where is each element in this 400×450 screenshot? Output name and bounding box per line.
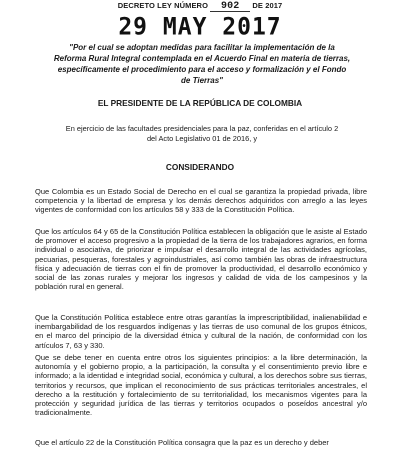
decree-number-line [0, 1, 400, 12]
legal-basis: En ejercicio de las facultades presidenciales para la paz, conferidas en el artículo 2 del Acto Legislativo 01 de 2016, y [65, 124, 339, 143]
issuing-authority: EL PRESIDENTE DE LA REPÚBLICA DE COLOMBIA [97, 98, 303, 108]
considering-heading: CONSIDERANDO [165, 162, 235, 172]
considering-paragraph: Que los artículos 64 y 65 de la Constitución Política establecen la obligación que le asiste al Estado de promover el acceso progresivo a la propiedad de la tierra de los trabajadores agrarios, en forma individual o asociativa, de priorizar e impulsar el desarrollo integral de las actividades agrícolas, pecuarias, pesqueras, forestales y agroindustriales, así como también las obras de infraestructura física y adecuación de tierras con el fin de promover la productividad, el desarrollo económico y social de las zonas rurales y mejorar los ingresos y calidad de vida de los campesinos y la población rural en general. [35, 227, 367, 292]
considering-paragraph: Que la Constitución Política establece entre otras garantías la imprescriptibilidad, inalienabilidad e inembargabilidad de los resguardos indígenas y las tierras de uso comunal de los grupos étnicos, en el marco del principio de la diversidad étnica y cultural de la nación, de conformidad con los artículos 7, 63 y 330. [35, 313, 367, 350]
considering-paragraph: Que se debe tener en cuenta entre otros los siguientes principios: a la libre determinación, la autonomía y el gobierno propio, a la participación, la consulta y el consentimiento previo libre e informado; a la identidad e integridad social, económica y cultural, a los derechos sobre sus tierras, territorios y recursos, que implican el reconocimiento de sus prácticas territoriales ancestrales, el derecho a la restitución y fortalecimiento de su territorialidad, los mecanismos vigentes para la protección y seguridad jurídica de las tierras y territorios ocupados o poseídos ancestral y/o tradicionalmente. [35, 353, 367, 418]
decree-year: DE 2017 [252, 1, 283, 10]
date-stamp: 29 MAY 2017 [118, 13, 282, 41]
considering-paragraph: Que Colombia es un Estado Social de Derecho en el cual se garantiza la propiedad privada, libre competencia y la libertad de empresa y los demás derechos adquiridos con arreglo a las leyes vigentes de conformidad con los artículos 58 y 333 de la Constitución Política. [35, 187, 367, 215]
considering-paragraph: Que el artículo 22 de la Constitución Política consagra que la paz es un derecho y deber [35, 438, 329, 447]
decree-number: 902 [210, 3, 250, 12]
decree-prefix: DECRETO LEY NÚMERO [117, 1, 209, 10]
decree-subject: "Por el cual se adoptan medidas para facilitar la implementación de la Reforma Rural Integral contemplada en el Acuerdo Final en materia de tierras, específicamente el procedimiento para el acceso y formalización y el Fondo de Tierras" [53, 43, 351, 85]
